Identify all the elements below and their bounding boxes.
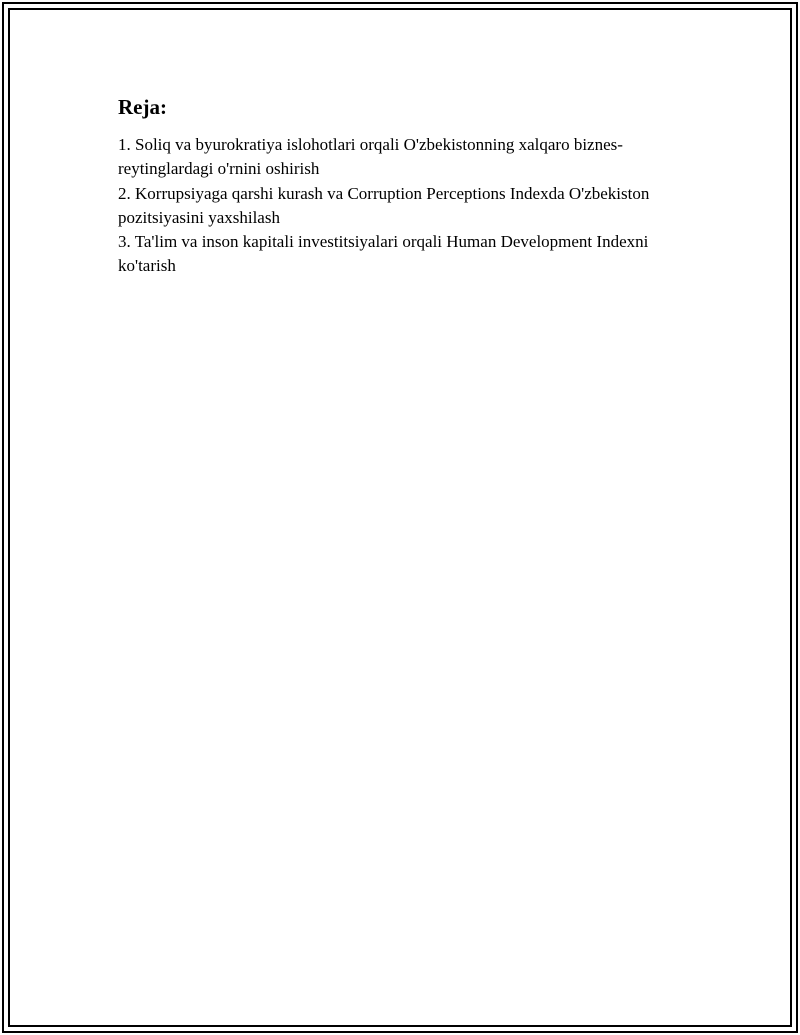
plan-item-1: 1. Soliq va byurokratiya islohotlari orqali O'zbekistonning xalqaro biznes-reytinglardagi o'rnini oshirish [118,135,623,179]
plan-list [118,133,678,279]
plan-title: Reja: [118,95,167,119]
plan-item-2: 2. Korrupsiyaga qarshi kurash va Corruption Perceptions Indexda O'zbekiston pozitsiyasini yaxshilash [118,183,650,227]
plan-item-3: 3. Ta'lim va inson kapitali investitsiyalari orqali Human Development Indexni ko'tarish [118,232,649,276]
document-content [118,94,678,279]
